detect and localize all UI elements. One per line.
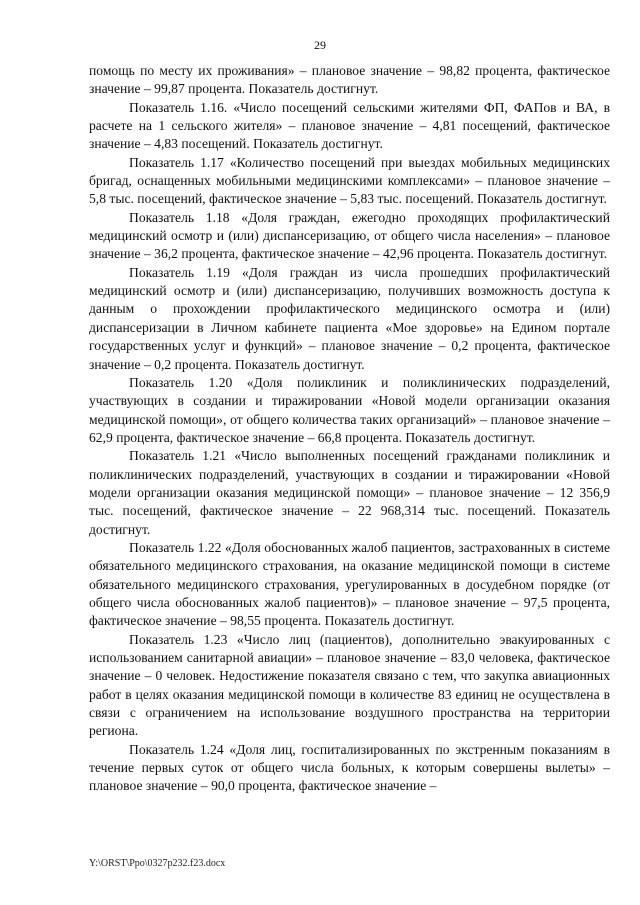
page-number: 29 [314,38,326,52]
paragraph: Показатель 1.17 «Количество посещений при выездах мобильных медицинских бригад, оснащенных мобильными медицинскими комплексами» – плановое значение – 5,8 тыс. посещений, фактическое значение – 5,83 тыс. посещений. Показатель достигнут. [89,154,610,207]
paragraph: Показатель 1.23 «Число лиц (пациентов), дополнительно эвакуированных с использованием санитарной авиации» – плановое значение – 83,0 человека, фактическое значение – 0 человек. Недостижение показателя связано с тем, что закупка авиационных работ в целях оказания медицинской помощи в количестве 83 единиц не осуществлена в связи с ограничением на использование воздушного пространства на территории региона. [89,631,610,739]
body-text [89,62,610,796]
paragraph: Показатель 1.22 «Доля обоснованных жалоб пациентов, застрахованных в системе обязательного медицинского страхования, на оказание медицинской помощи в системе обязательного медицинского страхования, урегулированных в досудебном порядке (от общего числа обоснованных жалоб пациентов)» – плановое значение – 97,5 процента, фактическое значение – 98,55 процента. Показатель достигнут. [89,539,610,629]
paragraph: Показатель 1.21 «Число выполненных посещений гражданами поликлиник и поликлинических подразделений, участвующих в создании и тиражировании «Новой модели организации оказания медицинской помощи» – плановое значение – 12 356,9 тыс. посещений, фактическое значение – 22 968,314 тыс. посещений. Показатель достигнут. [89,448,610,537]
paragraph: Показатель 1.24 «Доля лиц, госпитализированных по экстренным показаниям в течение первых суток от общего числа больных, к которым совершены вылеты» – плановое значение – 90,0 процента, фактическое значение – [89,741,610,794]
paragraph: Показатель 1.19 «Доля граждан из числа прошедших профилактический медицинский осмотр и (или) диспансеризацию, получивших возможность доступа к данным о прохождении профилактического медицинского осмотра и (или) диспансеризации в Личном кабинете пациента «Мое здоровье» на Едином портале государственных услуг и функций» – плановое значение – 0,2 процента, фактическое значение – 0,2 процента. Показатель достигнут. [89,264,610,372]
paragraph: Показатель 1.16. «Число посещений сельскими жителями ФП, ФАПов и ВА, в расчете на 1 сельского жителя» – плановое значение – 4,81 посещений, фактическое значение – 4,83 посещений. Показатель достигнут. [89,99,610,152]
paragraph: Показатель 1.20 «Доля поликлиник и поликлинических подразделений, участвующих в создании и тиражировании «Новой модели организации оказания медицинской помощи», от общего количества таких организаций» – плановое значение – 62,9 процента, фактическое значение – 66,8 процента. Показатель достигнут. [89,374,610,445]
paragraph: Показатель 1.18 «Доля граждан, ежегодно проходящих профилактический медицинский осмотр и (или) диспансеризацию, от общего числа населения» – плановое значение – 36,2 процента, фактическое значение – 42,96 процента. Показатель достигнут. [89,209,610,262]
paragraph: помощь по месту их проживания» – плановое значение – 98,82 процента, фактическое значение – 99,87 процента. Показатель достигнут. [89,63,610,97]
file-path-footer: Y:\ORST\Ppo\0327p232.f23.docx [89,858,226,869]
